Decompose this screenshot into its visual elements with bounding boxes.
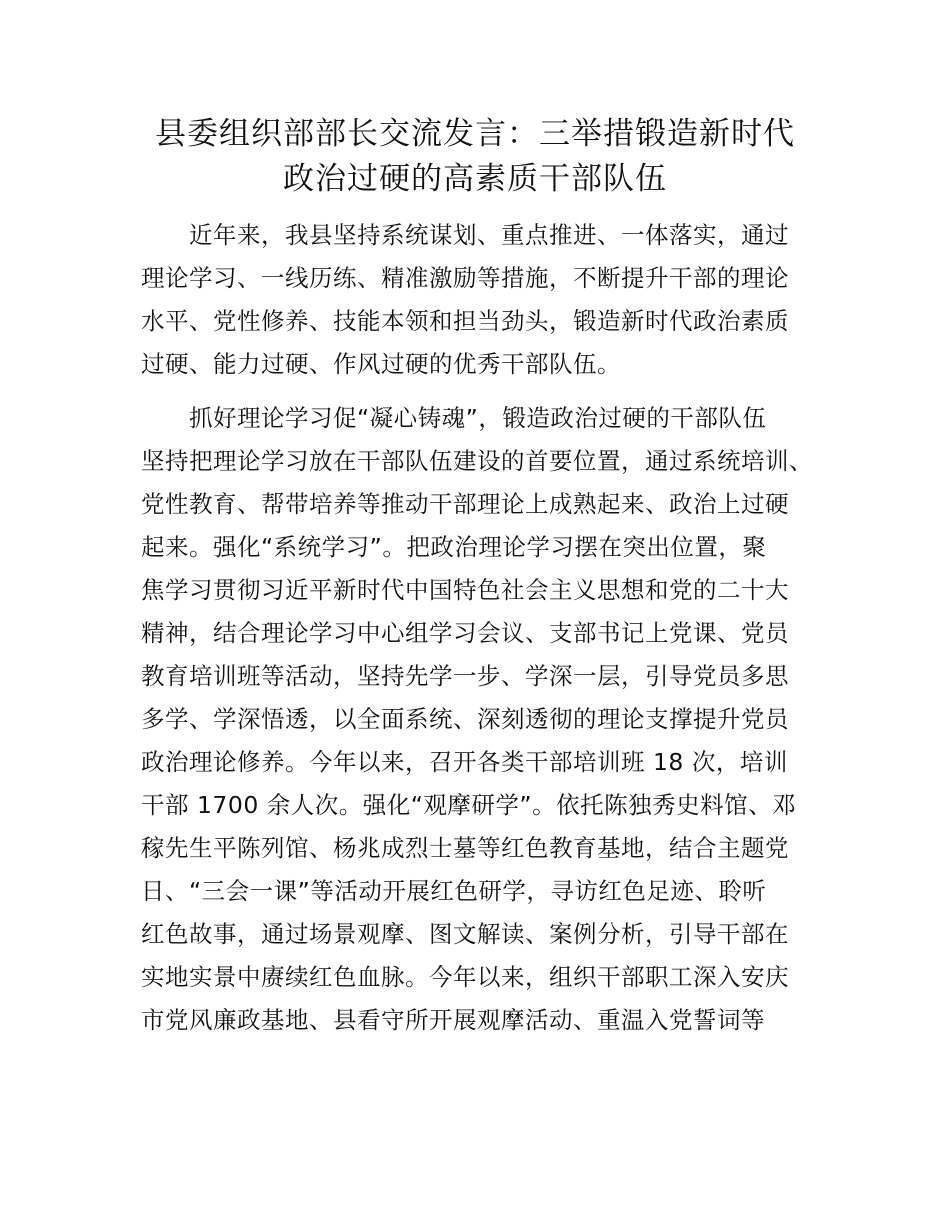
section-heading-line: 抓好理论学习促“凝心铸魂”，锻造政治过硬的干部队伍	[189, 404, 767, 432]
text-line: 政治理论修养。今年以来，召开各类干部培训班 18 次，培训	[141, 748, 788, 776]
text-line: 稼先生平陈列馆、杨兆成烈士墓等红色教育基地，结合主题党	[141, 834, 789, 862]
text-line: 理论学习、一线历练、精准激励等措施，不断提升干部的理论	[141, 264, 789, 292]
text-line: 多学、学深悟透，以全面系统、深刻透彻的理论支撑提升党员	[141, 705, 789, 733]
text-line: 起来。强化“系统学习”。把政治理论学习摆在突出位置，聚	[141, 533, 767, 561]
text-line: 党性教育、帮带培养等推动干部理论上成熟起来、政治上过硬	[141, 490, 789, 518]
title-line-1: 县委组织部部长交流发言：三举措锻造新时代	[155, 116, 795, 152]
text-line: 焦学习贯彻习近平新时代中国特色社会主义思想和党的二十大	[141, 576, 789, 604]
text-line: 教育培训班等活动，坚持先学一步、学深一层，引导党员多思	[141, 662, 789, 690]
text-line: 过硬、能力过硬、作风过硬的优秀干部队伍。	[141, 350, 621, 378]
text-line: 水平、党性修养、技能本领和担当劲头，锻造新时代政治素质	[141, 307, 789, 335]
text-line: 精神，结合理论学习中心组学习会议、支部书记上党课、党员	[141, 619, 789, 647]
text-line: 实地实景中赓续红色血脉。今年以来，组织干部职工深入安庆	[141, 963, 789, 991]
title-line-2: 政治过硬的高素质干部队伍	[283, 161, 667, 197]
text-line: 坚持把理论学习放在干部队伍建设的首要位置，通过系统培训、	[141, 447, 813, 475]
text-line: 日、“三会一课”等活动开展红色研学，寻访红色足迹、聆听	[141, 877, 767, 905]
text-line: 红色故事，通过场景观摩、图文解读、案例分析，引导干部在	[141, 920, 789, 948]
text-line: 近年来，我县坚持系统谋划、重点推进、一体落实，通过	[189, 221, 789, 249]
text-line: 市党风廉政基地、县看守所开展观摩活动、重温入党誓词等	[141, 1006, 765, 1034]
text-line: 干部 1700 余人次。强化“观摩研学”。依托陈独秀史料馆、邓	[141, 791, 797, 819]
